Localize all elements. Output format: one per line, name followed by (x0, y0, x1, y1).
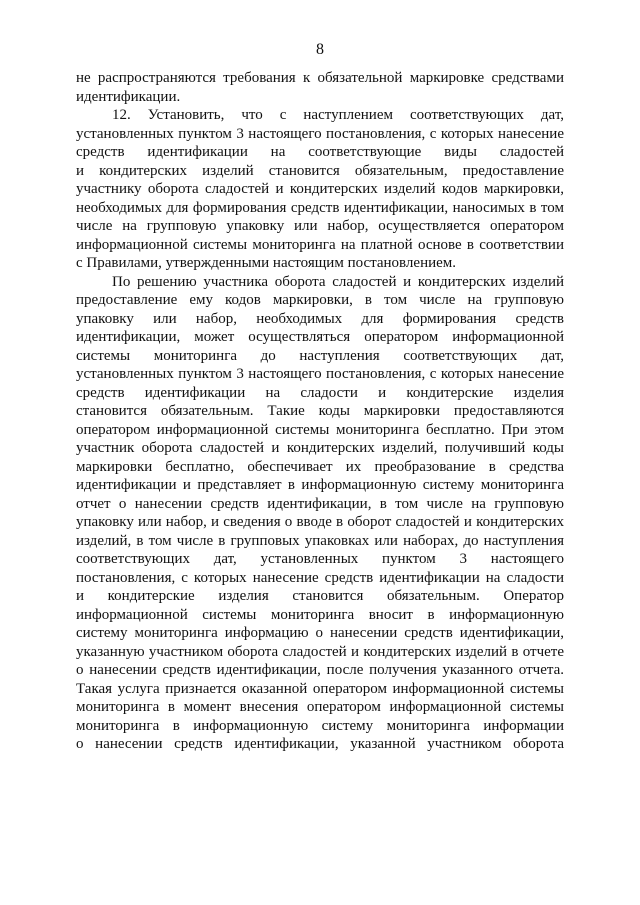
page-number: 8 (316, 41, 324, 58)
text-line: участнику оборота сладостей и кондитерских изделий кодов маркировки, (76, 181, 564, 197)
text-line: указанную участником оборота сладостей и кондитерских изделий в отчете (76, 643, 564, 660)
text-line: средств идентификации на соответствующие виды сладостей (76, 144, 564, 160)
text-line: упаковку или набор, необходимых для формирования средств (76, 310, 564, 327)
text-line: идентификации, может осуществляться оператором информационной (76, 329, 564, 345)
text-line: маркировки бесплатно, обеспечивает их преобразование в средства (76, 458, 564, 475)
text-line: информационной системы мониторинга вносит в информационную (76, 606, 564, 623)
paragraph (76, 273, 564, 754)
text-line: о нанесении средств идентификации, указанной участником оборота (76, 736, 564, 752)
text-line: о нанесении средств идентификации, после получения указанного отчета. (76, 662, 564, 678)
paragraph (76, 69, 564, 106)
text-line: соответствующих дат, установленных пунктом 3 настоящего (76, 551, 564, 567)
paragraph (76, 106, 564, 273)
text-line: идентификации. (76, 88, 181, 105)
text-line: информационной системы мониторинга на платной основе в соответствии (76, 236, 564, 253)
text-line: 12. Установить, что с наступлением соответствующих дат, (112, 107, 564, 123)
text-line: числе на групповую упаковку или набор, осуществляется оператором (76, 218, 564, 234)
text-line: По решению участника оборота сладостей и кондитерских изделий (112, 273, 564, 290)
text-line: Такая услуга признается оказанной оператором информационной системы (76, 680, 564, 697)
text-line: необходимых для формирования средств идентификации, наносимых в том (76, 199, 564, 216)
text-line: установленных пунктом 3 настоящего постановления, с которых нанесение (76, 366, 564, 382)
text-line: отчет о нанесении средств идентификации, в том числе на групповую (76, 495, 564, 512)
text-line: средств идентификации на сладости и кондитерские изделия (76, 384, 564, 401)
text-line: оператором информационной системы мониторинга бесплатно. При этом (76, 421, 564, 438)
text-line: с Правилами, утвержденными настоящим постановлением. (76, 255, 457, 271)
text-line: и кондитерских изделий становится обязательным, предоставление (76, 162, 564, 179)
text-line: упаковку или набор, и сведения о вводе в оборот сладостей и кондитерских (76, 514, 564, 530)
text-line: становится обязательным. Такие коды маркировки предоставляются (76, 403, 564, 419)
text-line: и кондитерские изделия становится обязательным. Оператор (76, 588, 564, 604)
text-line: изделий, в том числе в групповых упаковках или наборах, до наступления (76, 532, 564, 549)
text-line: участник оборота сладостей и кондитерских изделий, получивший коды (76, 440, 564, 456)
text-line: идентификации и представляет в информационную систему мониторинга (76, 477, 564, 493)
text-line: мониторинга в момент внесения оператором информационной системы (76, 699, 564, 715)
text-line: мониторинга в информационную систему мониторинга информации (76, 717, 564, 734)
text-line: предоставление ему кодов маркировки, в том числе на групповую (76, 292, 564, 308)
text-line: систему мониторинга информацию о нанесении средств идентификации, (76, 625, 564, 641)
document-body (76, 69, 564, 754)
text-line: не распространяются требования к обязательной маркировке средствами (76, 70, 564, 86)
text-line: постановления, с которых нанесение средств идентификации на сладости (76, 569, 564, 586)
text-line: системы мониторинга до наступления соответствующих дат, (76, 347, 564, 364)
text-line: установленных пунктом 3 настоящего постановления, с которых нанесение (76, 125, 564, 142)
